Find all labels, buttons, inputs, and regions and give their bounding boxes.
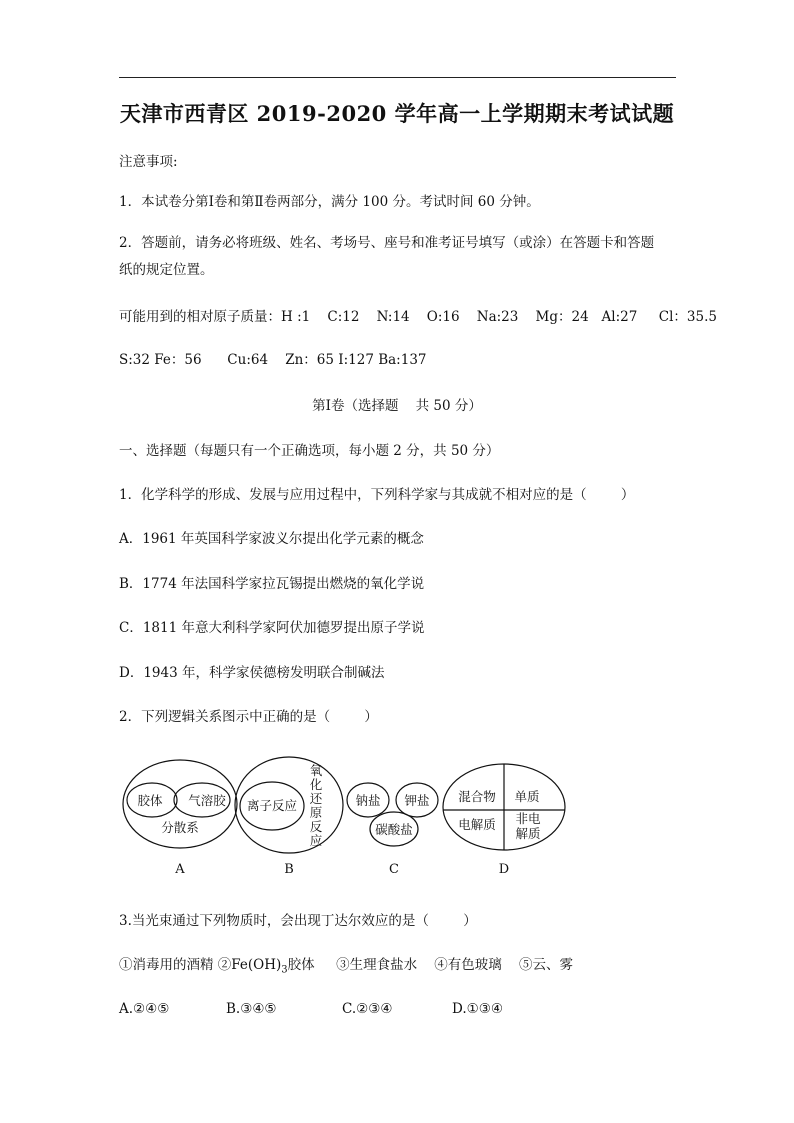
diagram-d-letter: D [498,862,510,877]
diagram-d-quadrant-2: 单质 [514,789,540,804]
notes-heading: 注意事项: [119,154,178,170]
diagram-c-letter: C [389,862,399,877]
q3-items-part-1: ①消毒用的酒精 ②Fe(OH) [119,957,282,973]
diagram-d [443,764,565,850]
diagram-d-quadrant-1: 混合物 [458,789,496,804]
diagram-d-quadrant-4-line-2: 解质 [515,826,541,841]
q3-option-a: A.②④⑤ [119,1001,170,1017]
diagram-d-quadrant-3: 电解质 [458,817,496,832]
diagram-a-outer-label: 分散系 [161,820,199,835]
page-title: 天津市西青区 2019-2020 学年高一上学期期末考试试题 [119,101,675,126]
diagram-c-label-1: 钠盐 [355,793,381,808]
part1-heading: 第Ⅰ卷（选择题 共 50 分） [312,398,482,414]
q2-stem: 2．下列逻辑关系图示中正确的是（ ） [119,709,378,725]
atomic-masses-line-2: S:32 Fe：56 Cu:64 Zn：65 I:127 Ba:137 [119,352,427,368]
diagram-b-outer-char-4: 原 [309,805,323,820]
diagram-c-label-2: 钾盐 [404,793,430,808]
atomic-masses-line-1: 可能用到的相对原子质量：H :1 C:12 N:14 O:16 Na:23 Mg：24 Al:27 Cl：35.5 [119,309,717,325]
diagram-b-outer-char-3: 还 [309,791,323,806]
diagram-b-inner-label: 离子反应 [246,798,298,813]
notes-item-1: 1．本试卷分第Ⅰ卷和第Ⅱ卷两部分，满分 100 分。考试时间 60 分钟。 [119,194,540,210]
diagram-d-quadrant-4-line-1: 非电 [515,811,541,826]
diagram-b-letter: B [284,862,294,877]
q3-option-c: C.②③④ [342,1001,393,1017]
notes-item-2-line-1: 2．答题前，请务必将班级、姓名、考场号、座号和准考证号填写（或涂）在答题卡和答题 [119,235,655,251]
q1-stem: 1．化学科学的形成、发展与应用过程中，下列科学家与其成就不相对应的是（ ） [119,487,635,503]
q3-stem: 3.当光束通过下列物质时，会出现丁达尔效应的是（ ） [119,913,477,929]
section-heading: 一、选择题（每题只有一个正确选项，每小题 2 分，共 50 分） [119,443,500,459]
q1-option-c: C．1811 年意大利科学家阿伏加德罗提出原子学说 [119,620,425,636]
diagram-a-inner-label-2: 气溶胶 [188,793,226,808]
q3-option-d: D.①③④ [452,1001,503,1017]
q3-items-part-2: 胶体 ③生理食盐水 ④有色玻璃 ⑤云、雾 [287,957,573,973]
notes-item-2-line-2: 纸的规定位置。 [119,262,214,278]
q3-items-subscript: 3 [281,964,288,976]
diagram-b-outer-char-6: 应 [309,833,323,848]
diagram-b-outer-char-1: 氧 [309,763,323,778]
diagram-b-outer-char-5: 反 [309,819,323,834]
q1-option-b: B．1774 年法国科学家拉瓦锡提出燃烧的氧化学说 [119,576,425,592]
diagram-c-label-3: 碳酸盐 [375,822,413,837]
diagram-a-letter: A [175,862,185,877]
q1-option-d: D．1943 年，科学家侯德榜发明联合制碱法 [119,665,385,681]
q3-items [119,955,573,981]
q1-option-a: A．1961 年英国科学家波义尔提出化学元素的概念 [119,531,424,547]
q3-option-b: B.③④⑤ [226,1001,277,1017]
diagram-b-outer-char-2: 化 [309,777,323,792]
diagram-a-inner-label-1: 胶体 [137,793,163,808]
